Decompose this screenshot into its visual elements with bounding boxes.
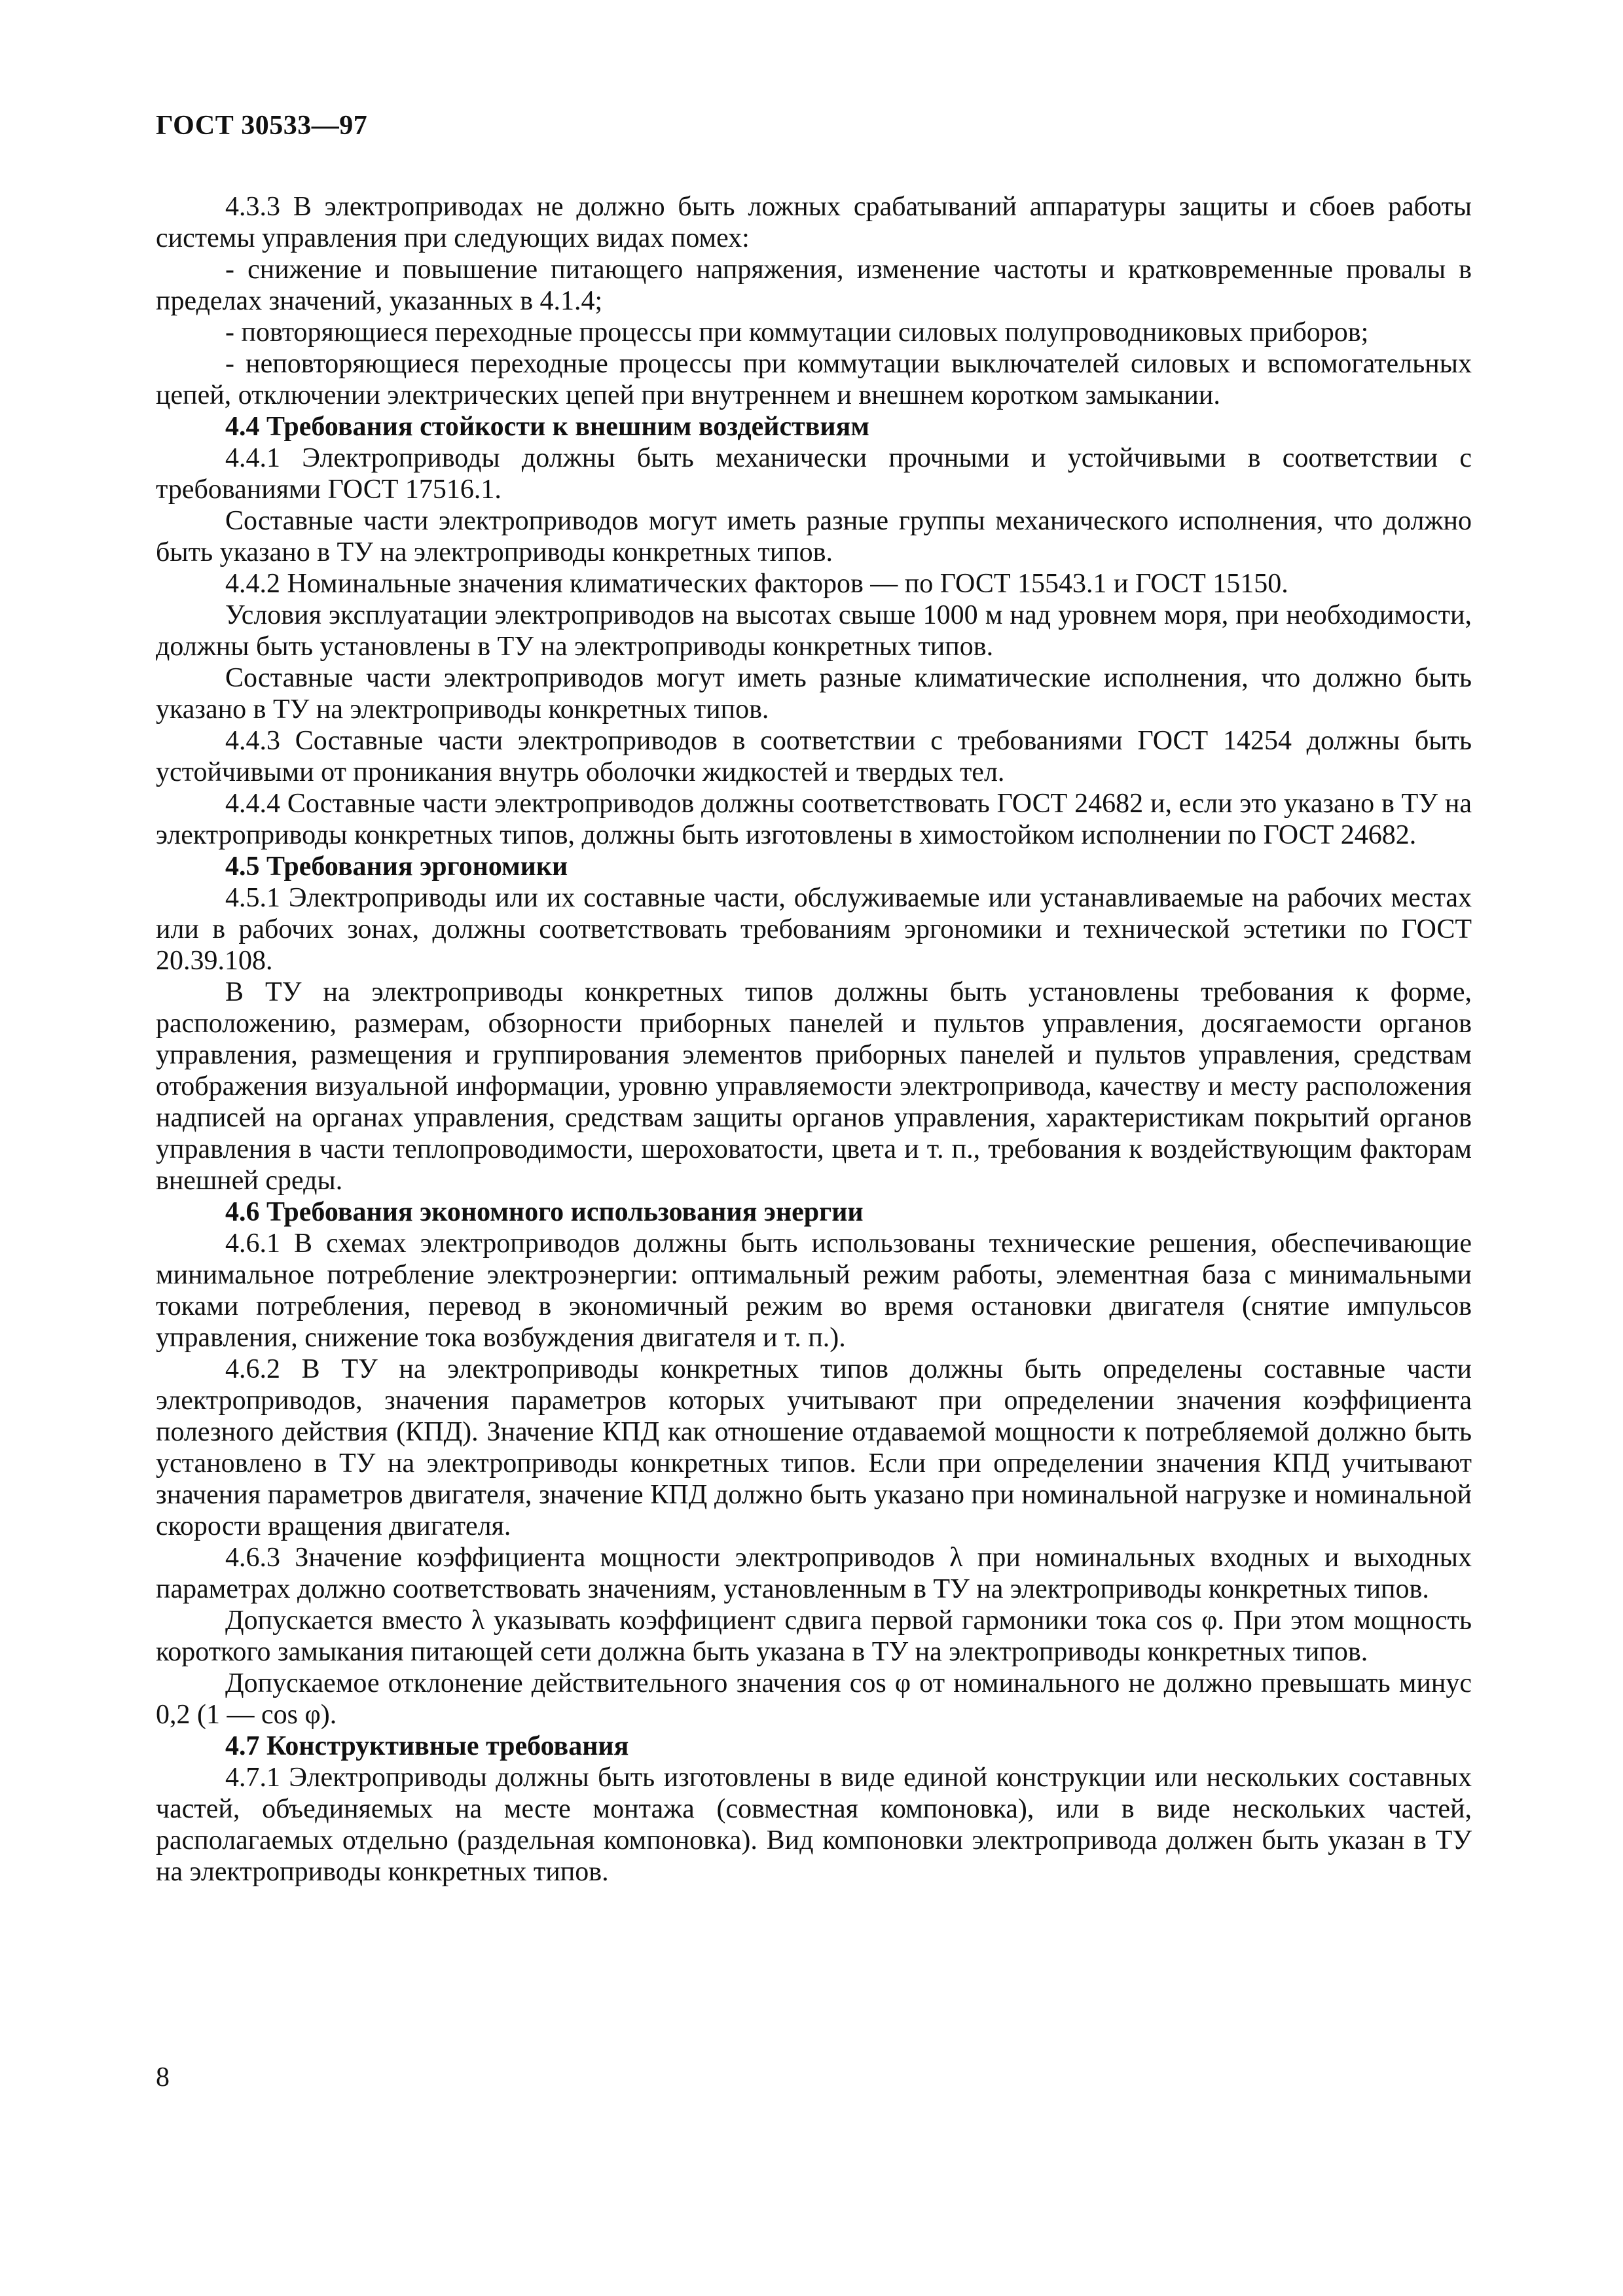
section-heading: 4.7 Конструктивные требования: [225, 1731, 629, 1761]
paragraph: 4.6.1 В схемах электроприводов должны быть использованы технические решения, обеспечивающие минимальное потребление электроэнергии: оптимальный режим работы, элементная база с минимальными токами потребления, перевод в экономичный режим во время остановки двигателя (снятие импульсов управления, снижение тока возбуждения двигателя и т. п.).: [156, 1229, 1472, 1353]
paragraph: 4.5.1 Электроприводы или их составные части, обслуживаемые или устанавливаемые на рабочих местах или в рабочих зонах, должны соответствовать требованиям эргономики и технической эстетики по ГОСТ 20.39.108.: [156, 883, 1472, 976]
paragraph: В ТУ на электроприводы конкретных типов должны быть установлены требования к форме, расположению, размерам, обзорности приборных панелей и пультов управления, досягаемости органов управления, размещения и группирования элементов приборных панелей и пультов управления, средствам отображения визуальной информации, уровню управляемости электропривода, качеству и месту расположения надписей на органах управления, средствам защиты органов управления, характеристикам покрытий органов управления в части теплопроводимости, шероховатости, цвета и т. п., требования к воздействующим факторам внешней среды.: [156, 977, 1472, 1196]
list-item: - неповторяющиеся переходные процессы при коммутации выключателей силовых и вспомогательных цепей, отключении электрических цепей при внутреннем и внешнем коротком замыкании.: [156, 349, 1472, 410]
list-item: - повторяющиеся переходные процессы при коммутации силовых полупроводниковых приборов;: [225, 317, 1369, 348]
paragraph: 4.6.3 Значение коэффициента мощности электроприводов λ при номинальных входных и выходных параметрах должно соответствовать значениям, установленным в ТУ на электроприводы конкретных типов.: [156, 1543, 1472, 1604]
paragraph: Условия эксплуатации электроприводов на высотах свыше 1000 м над уровнем моря, при необходимости, должны быть установлены в ТУ на электроприводы конкретных типов.: [156, 600, 1472, 662]
document-header: ГОСТ 30533—97: [156, 111, 368, 141]
section-heading: 4.4 Требования стойкости к внешним воздействиям: [225, 412, 869, 442]
document-body: [156, 191, 1472, 1888]
paragraph: Составные части электроприводов могут иметь разные группы механического исполнения, что должно быть указано в ТУ на электроприводы конкретных типов.: [156, 506, 1472, 567]
paragraph: Допускается вместо λ указывать коэффициент сдвига первой гармоники тока cos φ. При этом мощность короткого замыкания питающей сети должна быть указана в ТУ на электроприводы конкретных типов.: [156, 1605, 1472, 1667]
paragraph: 4.4.1 Электроприводы должны быть механически прочными и устойчивыми в соответствии с требованиями ГОСТ 17516.1.: [156, 443, 1472, 505]
paragraph: Допускаемое отклонение действительного значения cos φ от номинального не должно превышать минус 0,2 (1 — cos φ).: [156, 1668, 1472, 1730]
list-item: - снижение и повышение питающего напряжения, изменение частоты и кратковременные провалы в пределах значений, указанных в 4.1.4;: [156, 255, 1472, 316]
section-heading: 4.5 Требования эргономики: [225, 852, 568, 882]
page-number: 8: [156, 2062, 170, 2092]
paragraph: 4.4.3 Составные части электроприводов в соответствии с требованиями ГОСТ 14254 должны быть устойчивыми от проникания внутрь оболочки жидкостей и твердых тел.: [156, 726, 1472, 787]
paragraph: 4.7.1 Электроприводы должны быть изготовлены в виде единой конструкции или нескольких составных частей, объединяемых на месте монтажа (совместная компоновка), или в виде нескольких частей, располагаемых отдельно (раздельная компоновка). Вид компоновки электропривода должен быть указан в ТУ на электроприводы конкретных типов.: [156, 1763, 1472, 1887]
paragraph: 4.4.2 Номинальные значения климатических факторов — по ГОСТ 15543.1 и ГОСТ 15150.: [225, 569, 1288, 599]
paragraph: 4.3.3 В электроприводах не должно быть ложных срабатываний аппаратуры защиты и сбоев работы системы управления при следующих видах помех:: [156, 192, 1472, 253]
paragraph: 4.6.2 В ТУ на электроприводы конкретных типов должны быть определены составные части электроприводов, значения параметров которых учитывают при определении значения коэффициента полезного действия (КПД). Значение КПД как отношение отдаваемой мощности к потребляемой должно быть установлено в ТУ на электроприводы конкретных типов. Если при определении значения КПД учитывают значения параметров двигателя, значение КПД должно быть указано при номинальной нагрузке и номинальной скорости вращения двигателя.: [156, 1354, 1472, 1541]
section-heading: 4.6 Требования экономного использования энергии: [225, 1197, 864, 1227]
paragraph: 4.4.4 Составные части электроприводов должны соответствовать ГОСТ 24682 и, если это указано в ТУ на электроприводы конкретных типов, должны быть изготовлены в химостойком исполнении по ГОСТ 24682.: [156, 789, 1472, 850]
paragraph: Составные части электроприводов могут иметь разные климатические исполнения, что должно быть указано в ТУ на электроприводы конкретных типов.: [156, 663, 1472, 725]
